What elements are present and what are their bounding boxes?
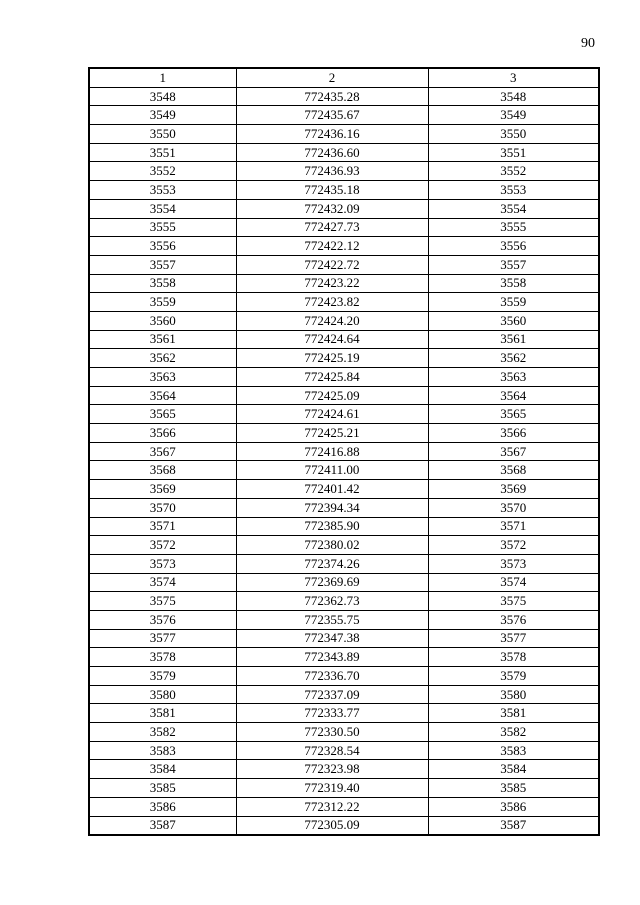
table-cell-col-2: 772312.22 [236, 797, 428, 816]
table-cell-col-1: 3578 [89, 648, 236, 667]
table-row [89, 405, 599, 424]
table-cell-col-2: 772369.69 [236, 573, 428, 592]
table-cell-col-3: 3583 [428, 741, 599, 760]
table-cell-col-3: 3575 [428, 592, 599, 611]
table-row [89, 442, 599, 461]
header-row [89, 68, 599, 87]
table-cell-col-2: 772380.02 [236, 536, 428, 555]
table-cell-col-1: 3552 [89, 162, 236, 181]
table-cell-col-2: 772425.84 [236, 368, 428, 387]
table-cell-col-2: 772436.16 [236, 125, 428, 144]
table-cell-col-3: 3572 [428, 536, 599, 555]
table-cell-col-2: 772362.73 [236, 592, 428, 611]
table-cell-col-3: 3566 [428, 424, 599, 443]
table-row [89, 386, 599, 405]
table-cell-col-3: 3561 [428, 330, 599, 349]
table-cell-col-2: 772319.40 [236, 779, 428, 798]
table-cell-col-1: 3573 [89, 554, 236, 573]
table-row [89, 498, 599, 517]
table-cell-col-1: 3572 [89, 536, 236, 555]
table-row [89, 629, 599, 648]
table-cell-col-2: 772435.18 [236, 181, 428, 200]
table-row [89, 480, 599, 499]
table-cell-col-3: 3555 [428, 218, 599, 237]
table-cell-col-3: 3567 [428, 442, 599, 461]
table-row [89, 610, 599, 629]
table-cell-col-2: 772401.42 [236, 480, 428, 499]
table-cell-col-3: 3552 [428, 162, 599, 181]
table-cell-col-2: 772436.93 [236, 162, 428, 181]
table-cell-col-2: 772436.60 [236, 143, 428, 162]
column-header-1: 1 [89, 68, 236, 87]
table-row [89, 293, 599, 312]
table-cell-col-3: 3556 [428, 237, 599, 256]
table-cell-col-2: 772432.09 [236, 199, 428, 218]
table-cell-col-2: 772422.12 [236, 237, 428, 256]
table-cell-col-1: 3586 [89, 797, 236, 816]
table-row [89, 779, 599, 798]
table-cell-col-2: 772323.98 [236, 760, 428, 779]
table-cell-col-2: 772416.88 [236, 442, 428, 461]
table-cell-col-1: 3564 [89, 386, 236, 405]
page-number: 90 [581, 36, 595, 51]
table-cell-col-1: 3548 [89, 87, 236, 106]
table-row [89, 816, 599, 835]
table-cell-col-2: 772343.89 [236, 648, 428, 667]
table-cell-col-1: 3585 [89, 779, 236, 798]
table-cell-col-1: 3556 [89, 237, 236, 256]
table-cell-col-2: 772347.38 [236, 629, 428, 648]
table-cell-col-3: 3581 [428, 704, 599, 723]
table-row [89, 461, 599, 480]
table-cell-col-1: 3560 [89, 311, 236, 330]
table-row [89, 554, 599, 573]
table-cell-col-2: 772333.77 [236, 704, 428, 723]
table-row [89, 648, 599, 667]
table-cell-col-1: 3549 [89, 106, 236, 125]
table-row [89, 199, 599, 218]
table-row [89, 311, 599, 330]
table-cell-col-1: 3567 [89, 442, 236, 461]
data-table [88, 67, 600, 836]
table-cell-col-3: 3570 [428, 498, 599, 517]
table-cell-col-1: 3550 [89, 125, 236, 144]
table-row [89, 685, 599, 704]
table-cell-col-3: 3553 [428, 181, 599, 200]
table-row [89, 349, 599, 368]
table-cell-col-1: 3569 [89, 480, 236, 499]
table-cell-col-2: 772424.61 [236, 405, 428, 424]
table-cell-col-3: 3584 [428, 760, 599, 779]
table-cell-col-1: 3571 [89, 517, 236, 536]
table-cell-col-2: 772385.90 [236, 517, 428, 536]
table-cell-col-1: 3555 [89, 218, 236, 237]
table-cell-col-3: 3551 [428, 143, 599, 162]
table-body [89, 87, 599, 835]
table-cell-col-3: 3549 [428, 106, 599, 125]
table-cell-col-2: 772337.09 [236, 685, 428, 704]
table-cell-col-3: 3576 [428, 610, 599, 629]
table-cell-col-3: 3586 [428, 797, 599, 816]
table-cell-col-3: 3580 [428, 685, 599, 704]
table-cell-col-2: 772422.72 [236, 255, 428, 274]
table-row [89, 330, 599, 349]
table-cell-col-3: 3578 [428, 648, 599, 667]
table-row [89, 704, 599, 723]
table-cell-col-1: 3575 [89, 592, 236, 611]
table-cell-col-2: 772328.54 [236, 741, 428, 760]
table-cell-col-1: 3561 [89, 330, 236, 349]
table-cell-col-2: 772394.34 [236, 498, 428, 517]
table-cell-col-2: 772374.26 [236, 554, 428, 573]
table-cell-col-1: 3554 [89, 199, 236, 218]
column-header-3: 3 [428, 68, 599, 87]
column-header-2: 2 [236, 68, 428, 87]
table-row [89, 723, 599, 742]
table-row [89, 573, 599, 592]
table-cell-col-2: 772355.75 [236, 610, 428, 629]
table-row [89, 741, 599, 760]
table-cell-col-3: 3554 [428, 199, 599, 218]
table-cell-col-1: 3557 [89, 255, 236, 274]
table-cell-col-1: 3581 [89, 704, 236, 723]
table-row [89, 424, 599, 443]
table-cell-col-3: 3585 [428, 779, 599, 798]
table-cell-col-2: 772423.82 [236, 293, 428, 312]
table-cell-col-3: 3574 [428, 573, 599, 592]
table-row [89, 797, 599, 816]
table-row [89, 143, 599, 162]
table-cell-col-2: 772425.19 [236, 349, 428, 368]
table-cell-col-1: 3566 [89, 424, 236, 443]
table-row [89, 162, 599, 181]
table-cell-col-3: 3568 [428, 461, 599, 480]
table-row [89, 592, 599, 611]
table-cell-col-1: 3584 [89, 760, 236, 779]
table-cell-col-3: 3558 [428, 274, 599, 293]
table-row [89, 368, 599, 387]
table-cell-col-2: 772435.67 [236, 106, 428, 125]
table-row [89, 87, 599, 106]
table-cell-col-3: 3565 [428, 405, 599, 424]
table-cell-col-2: 772305.09 [236, 816, 428, 835]
table-cell-col-3: 3562 [428, 349, 599, 368]
table-cell-col-1: 3570 [89, 498, 236, 517]
table-cell-col-1: 3587 [89, 816, 236, 835]
table-cell-col-1: 3558 [89, 274, 236, 293]
table-cell-col-3: 3579 [428, 667, 599, 686]
table-row [89, 255, 599, 274]
table-cell-col-1: 3559 [89, 293, 236, 312]
table-cell-col-3: 3548 [428, 87, 599, 106]
table-cell-col-1: 3582 [89, 723, 236, 742]
table-cell-col-2: 772425.09 [236, 386, 428, 405]
table-row [89, 274, 599, 293]
table-cell-col-1: 3577 [89, 629, 236, 648]
table-cell-col-1: 3579 [89, 667, 236, 686]
table-cell-col-3: 3550 [428, 125, 599, 144]
table-cell-col-3: 3563 [428, 368, 599, 387]
table-cell-col-2: 772425.21 [236, 424, 428, 443]
table-cell-col-3: 3571 [428, 517, 599, 536]
table-cell-col-2: 772427.73 [236, 218, 428, 237]
table-cell-col-3: 3587 [428, 816, 599, 835]
table-cell-col-2: 772424.20 [236, 311, 428, 330]
table-cell-col-2: 772330.50 [236, 723, 428, 742]
table-cell-col-1: 3563 [89, 368, 236, 387]
table-cell-col-3: 3564 [428, 386, 599, 405]
table-row [89, 517, 599, 536]
table-cell-col-3: 3577 [428, 629, 599, 648]
table-cell-col-2: 772411.00 [236, 461, 428, 480]
table-cell-col-3: 3573 [428, 554, 599, 573]
table-cell-col-3: 3560 [428, 311, 599, 330]
table-row [89, 125, 599, 144]
table-cell-col-3: 3582 [428, 723, 599, 742]
table-row [89, 536, 599, 555]
table-cell-col-1: 3568 [89, 461, 236, 480]
table-cell-col-2: 772423.22 [236, 274, 428, 293]
table-cell-col-3: 3569 [428, 480, 599, 499]
table-cell-col-1: 3574 [89, 573, 236, 592]
table-cell-col-1: 3565 [89, 405, 236, 424]
data-table-container [88, 67, 598, 836]
table-cell-col-1: 3583 [89, 741, 236, 760]
table-cell-col-3: 3557 [428, 255, 599, 274]
table-cell-col-1: 3576 [89, 610, 236, 629]
table-cell-col-1: 3551 [89, 143, 236, 162]
table-cell-col-2: 772336.70 [236, 667, 428, 686]
table-cell-col-2: 772424.64 [236, 330, 428, 349]
table-row [89, 106, 599, 125]
table-cell-col-1: 3562 [89, 349, 236, 368]
table-cell-col-1: 3553 [89, 181, 236, 200]
table-header [89, 68, 599, 87]
table-cell-col-1: 3580 [89, 685, 236, 704]
table-row [89, 237, 599, 256]
table-cell-col-2: 772435.28 [236, 87, 428, 106]
table-row [89, 181, 599, 200]
table-row [89, 218, 599, 237]
table-row [89, 760, 599, 779]
table-cell-col-3: 3559 [428, 293, 599, 312]
table-row [89, 667, 599, 686]
